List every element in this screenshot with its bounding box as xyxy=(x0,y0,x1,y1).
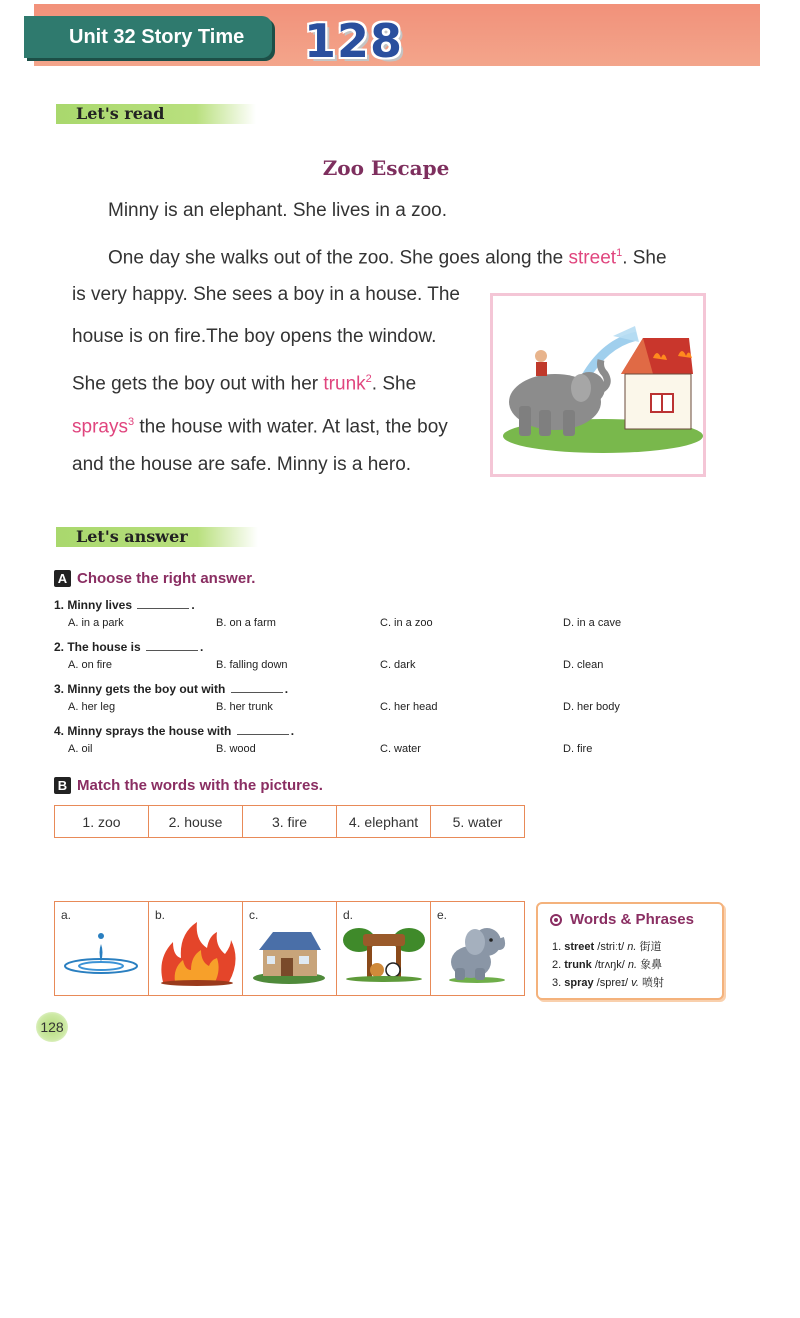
pictures-table xyxy=(54,901,525,996)
word-cell: 2. house xyxy=(149,806,243,838)
vocab-phonetic: /striːt/ xyxy=(597,941,625,953)
section-b-heading xyxy=(54,777,323,794)
story-title: Zoo Escape xyxy=(322,156,450,180)
vocab-entry xyxy=(552,938,661,954)
story-line xyxy=(108,200,447,222)
question-end: . xyxy=(200,640,204,654)
vocab-num: 2. xyxy=(552,959,562,971)
option: D. in a cave xyxy=(563,617,622,629)
words-phrases-title: Words & Phrases xyxy=(570,911,694,928)
unit-title-tab xyxy=(24,16,272,58)
story-line xyxy=(72,326,436,348)
option: D. fire xyxy=(563,743,593,755)
question-end: . xyxy=(284,682,289,696)
words-phrases-box xyxy=(536,902,724,1000)
section-b-letter: B xyxy=(54,777,71,794)
question-text: 1. Minny lives xyxy=(54,598,133,612)
vocab-pos: n. xyxy=(627,941,637,953)
option: C. water xyxy=(380,743,421,755)
vocab-word: spray xyxy=(564,977,594,989)
section-b-title: Match the words with the pictures. xyxy=(77,777,323,794)
section-a-title: Choose the right answer. xyxy=(77,570,256,587)
option: A. oil xyxy=(68,743,93,755)
option: D. her body xyxy=(563,701,620,713)
footer-page-number: 128 xyxy=(36,1012,68,1042)
option: C. in a zoo xyxy=(380,617,433,629)
option: B. on a farm xyxy=(216,617,276,629)
story-line xyxy=(108,242,667,269)
answer-blank xyxy=(137,598,189,609)
elephant-icon xyxy=(441,922,513,984)
question-2 xyxy=(54,640,203,654)
option: B. wood xyxy=(216,743,256,755)
story-line xyxy=(72,368,416,395)
story-text: She gets the boy out with her xyxy=(72,373,324,395)
question-text: 3. Minny gets the boy out with xyxy=(54,682,226,696)
picture-letter: d. xyxy=(343,908,354,922)
word-cell: 3. fire xyxy=(243,806,337,838)
picture-cell xyxy=(431,902,525,996)
elephant-house-icon xyxy=(493,296,703,474)
vocab-pos: n. xyxy=(627,959,638,971)
footnote-marker: 1 xyxy=(616,247,623,259)
option: A. her leg xyxy=(68,701,116,713)
picture-letter: a. xyxy=(61,908,72,922)
bullseye-icon xyxy=(550,914,562,926)
lets-read-label xyxy=(56,104,256,124)
question-4 xyxy=(54,724,294,738)
answer-blank xyxy=(231,682,283,693)
story-text: is very happy. She sees a boy in a house. The xyxy=(72,284,460,305)
footnote-marker: 2 xyxy=(365,373,372,385)
vocab-word: street xyxy=(564,941,595,953)
question-text: 2. The house is xyxy=(54,640,141,654)
question-end: . xyxy=(290,724,295,738)
vocab-meaning: 象鼻 xyxy=(640,959,663,971)
vocab-phonetic: /spreɪ/ xyxy=(596,977,629,989)
picture-cell xyxy=(243,902,337,996)
option: D. clean xyxy=(563,659,604,671)
vocab-meaning: 街道 xyxy=(639,941,662,953)
word-cell: 4. elephant xyxy=(337,806,431,838)
story-text: Minny is an elephant. She lives in a zoo. xyxy=(108,200,448,221)
vocab-num: 1. xyxy=(552,941,562,953)
lets-read-text: Let's read xyxy=(76,104,165,123)
story-line xyxy=(72,284,460,306)
picture-cell xyxy=(149,902,243,996)
vocab-entry xyxy=(552,974,664,990)
section-a-letter: A xyxy=(54,570,71,587)
question-text: 4. Minny sprays the house with xyxy=(54,724,232,738)
section-a-heading xyxy=(54,570,255,587)
lets-answer-text: Let's answer xyxy=(76,527,188,546)
vocab-sprays: sprays xyxy=(72,416,128,438)
unit-title: Unit 32 Story Time xyxy=(69,25,245,48)
house-icon xyxy=(251,924,327,984)
option: C. her head xyxy=(380,701,438,713)
story-text: . She xyxy=(622,247,667,269)
vocab-entry xyxy=(552,956,662,972)
water-drop-icon xyxy=(59,926,143,986)
option: C. dark xyxy=(380,659,416,671)
question-3 xyxy=(54,682,288,696)
answer-blank xyxy=(237,724,289,735)
vocab-street: street xyxy=(568,247,617,269)
story-text: . She xyxy=(371,373,417,395)
picture-letter: b. xyxy=(155,908,166,922)
lets-answer-label xyxy=(56,527,258,547)
option: B. her trunk xyxy=(216,701,273,713)
story-line xyxy=(72,454,411,476)
vocab-trunk: trunk xyxy=(323,373,366,395)
story-text: house is on fire.The boy opens the window. xyxy=(72,326,437,347)
fire-icon xyxy=(157,920,237,986)
option: B. falling down xyxy=(216,659,288,671)
vocab-word: trunk xyxy=(564,959,592,971)
words-phrases-heading xyxy=(550,911,694,928)
picture-letter: c. xyxy=(249,908,259,922)
picture-letter: e. xyxy=(437,908,448,922)
story-text: One day she walks out of the zoo. She goes along the xyxy=(108,247,569,269)
story-text: and the house are safe. Minny is a hero. xyxy=(72,454,412,475)
story-text: the house with water. At last, the boy xyxy=(134,416,448,438)
story-illustration xyxy=(490,293,706,477)
picture-cell xyxy=(337,902,431,996)
header-page-number: 128 xyxy=(304,14,404,68)
vocab-meaning: 喷射 xyxy=(641,977,664,989)
option: A. on fire xyxy=(68,659,113,671)
zoo-sign-icon xyxy=(343,926,425,982)
question-end: . xyxy=(191,598,195,612)
vocab-pos: v. xyxy=(631,977,639,989)
word-cell: 5. water xyxy=(431,806,525,838)
question-1 xyxy=(54,598,195,612)
vocab-phonetic: /trʌŋk/ xyxy=(594,959,625,971)
answer-blank xyxy=(146,640,198,651)
words-table xyxy=(54,805,525,838)
story-line xyxy=(72,411,448,438)
option: A. in a park xyxy=(68,617,124,629)
word-cell: 1. zoo xyxy=(55,806,149,838)
picture-cell xyxy=(55,902,149,996)
footnote-marker: 3 xyxy=(127,416,135,428)
vocab-num: 3. xyxy=(552,977,562,989)
